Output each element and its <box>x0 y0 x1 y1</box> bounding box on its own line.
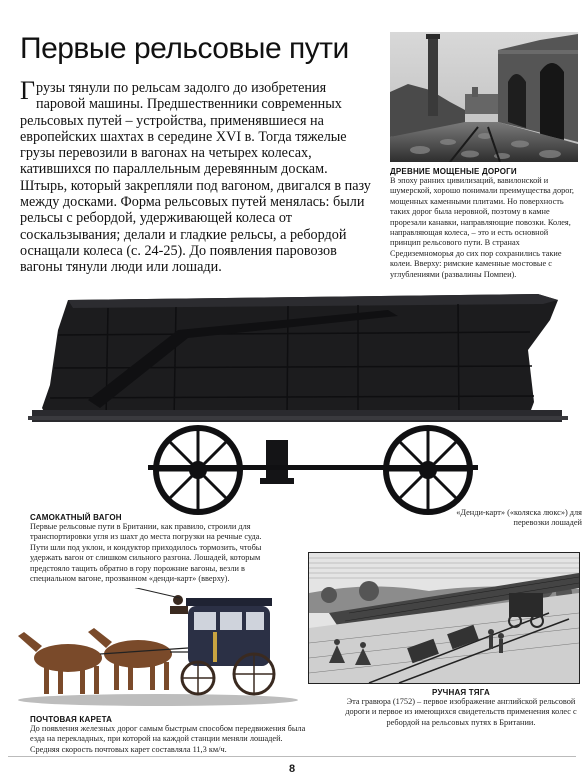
dandy-cart-caption: «Денди-карт» («коляска люкс») для перевозки лошадей <box>456 508 582 528</box>
wagon-caption <box>30 513 270 584</box>
engraving-1752-image <box>308 552 580 684</box>
mail-coach-caption <box>30 715 310 755</box>
dandy-cart-wagon-image <box>28 290 568 520</box>
engraving-caption-title: РУЧНАЯ ТЯГА <box>432 688 490 697</box>
intro-text: рузы тянули по рельсам задолго до изобретения паровой машины. Предшественники современных рельсовых путей – устройства, применявшиеся на европейских шахтах в середине XVI в. Тогда тяжелые грузы перевозили в вагонах на четырех колесах, катившихся по параллельным деревянным доскам. Штырь, который закрепляли под вагоном, двигался в пазу между досками. Форма рельсовых путей менялась: были рельсы с ребордой, удерживающей колеса от соскальзывания; делали и гладкие рельсы, а ребордой оснащали колеса (с. 24-25). До появления паровозов вагоны тянули люди или лошади. <box>20 80 371 276</box>
intro-dropcap: Г <box>20 76 36 105</box>
engraving-caption-text: Эта гравюра (1752) – первое изображение английской рельсовой дороги и первое из имеющихся свидетельств применения колес с ребордой на рельсовых путях в Британии. <box>345 697 577 727</box>
wagon-caption-text: Первые рельсовые пути в Британии, как правило, строили для транспортировки угля из шахт до места погрузки на речные суда. Пути шли под уклон, и кондуктор приходилось тормозить, чтобы удержать вагон от слишком сильного разгона. Лошадей, которым предстояло тащить обратно в гору порожние вагоны, везли в специальном вагоне, прозванном «денди-карт» (вверху). <box>30 522 262 584</box>
pompeii-ruins-photo <box>390 32 578 162</box>
mail-coach-caption-text: До появления железных дорог самым быстрым способом передвижения была езда на перекладных, при которой на каждой станции меняли лошадей. Средняя скорость почтовых карет составляла 11,3 км/ч. <box>30 724 306 754</box>
pompeii-caption-title: ДРЕВНИЕ МОЩЕНЫЕ ДОРОГИ <box>390 167 517 176</box>
pompeii-caption-text: В эпоху ранних цивилизаций, вавилонской и шумерской, хорошо понимали преимущества дорог, мощенных каменными плитами. Но поверхность таких дорог была неровной, поэтому в камне прорезали канавки, направляющие повозки. Колея, направляющая колеса, – это и есть основной принцип рельсового пути. В странах Средиземноморья до сих пор сохранились такие колеи. Вверху: римские каменные мостовые с углублениями (развалины Помпеи). <box>390 176 574 279</box>
intro-paragraph <box>20 76 376 276</box>
footer-divider <box>8 756 576 757</box>
page-number: 8 <box>288 763 296 775</box>
wagon-caption-title: САМОКАТНЫЙ ВАГОН <box>30 513 122 522</box>
engraving-caption <box>338 688 584 728</box>
page-title: Первые рельсовые пути <box>20 32 349 65</box>
mail-coach-image <box>8 588 298 713</box>
pompeii-caption <box>390 167 578 280</box>
mail-coach-caption-title: ПОЧТОВАЯ КАРЕТА <box>30 715 113 724</box>
